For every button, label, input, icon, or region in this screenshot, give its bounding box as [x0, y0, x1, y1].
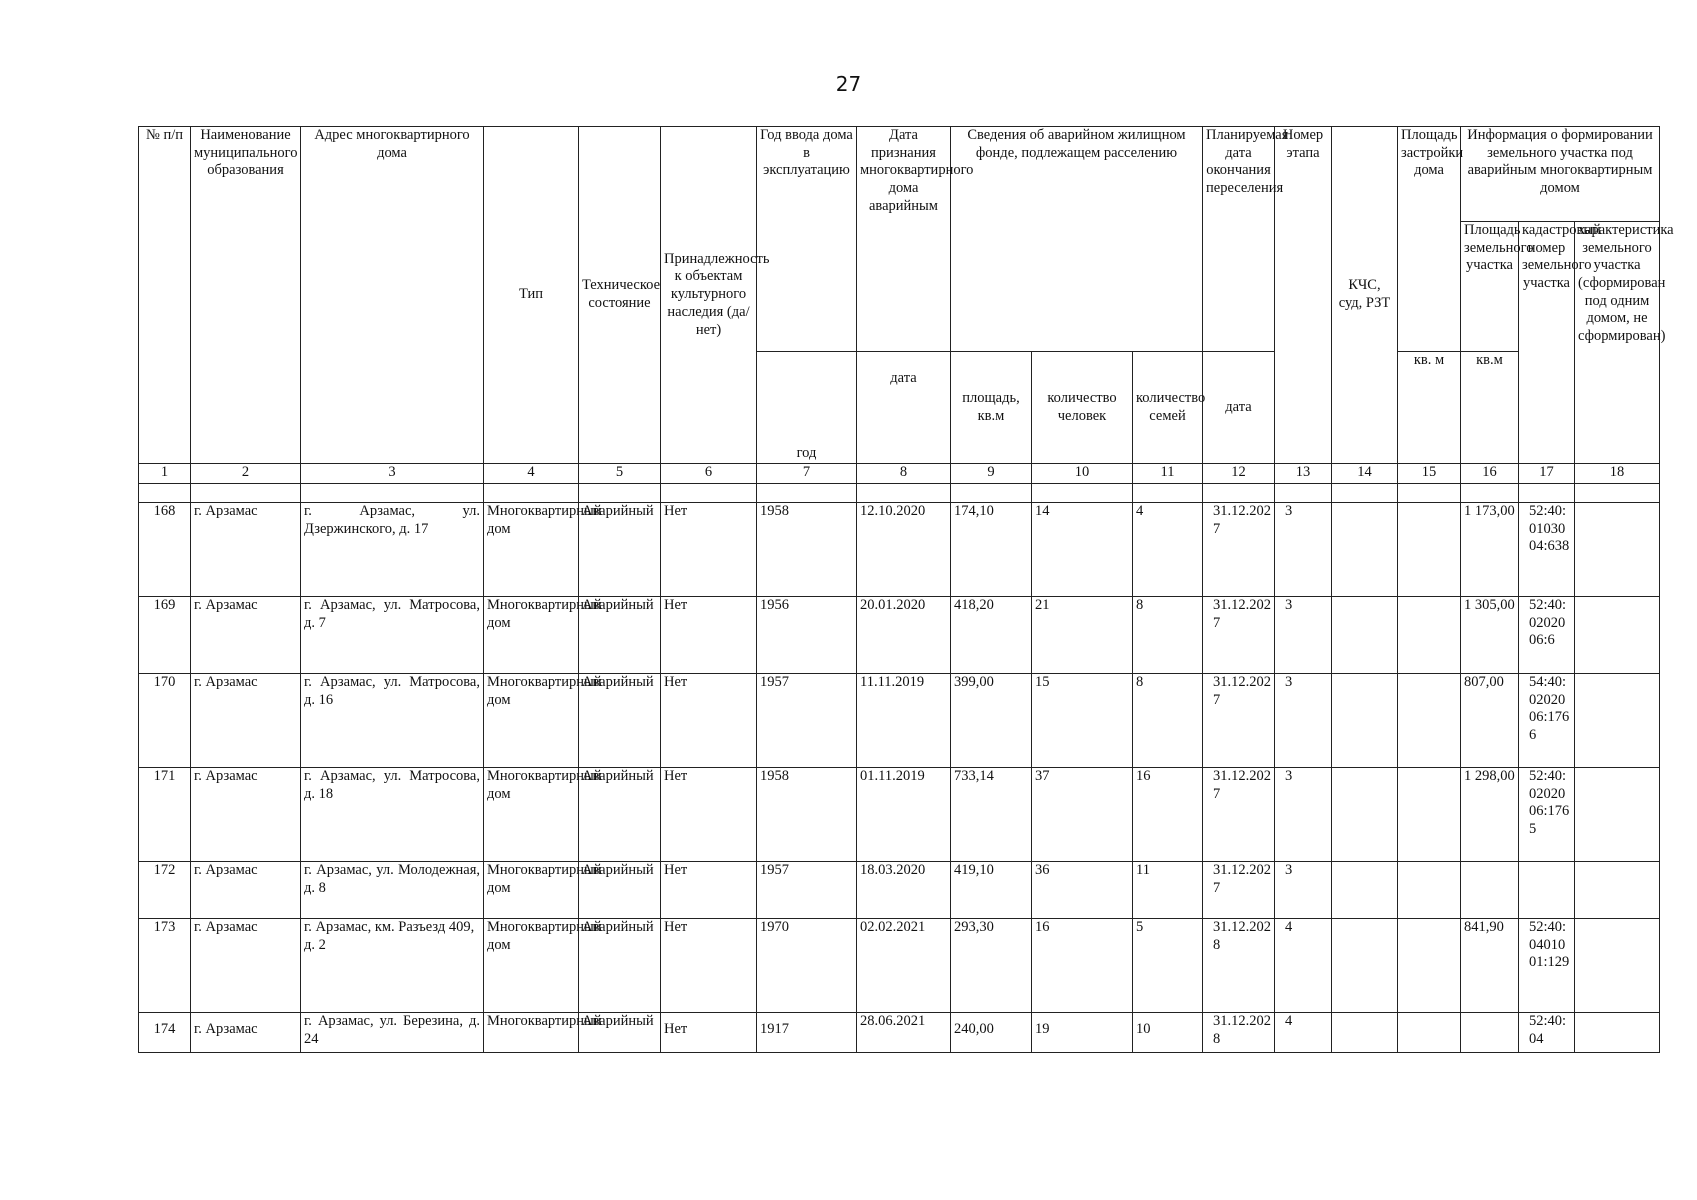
col-num: 16	[1461, 464, 1519, 484]
cell-year: 1956	[757, 597, 857, 674]
cell-municipality: г. Арзамас	[191, 674, 301, 768]
cell-build-area	[1398, 674, 1461, 768]
cell-year: 1958	[757, 503, 857, 597]
cell-year: 1957	[757, 674, 857, 768]
cell-tech-state: Аварийный	[579, 1013, 661, 1053]
table-row	[139, 674, 1660, 768]
col-num: 3	[301, 464, 484, 484]
cell-cadastral: 52:40:0103004:638	[1519, 503, 1575, 597]
cell-year: 1957	[757, 862, 857, 919]
header-emergency-group: Сведения об аварийном жилищном фонде, подлежащем расселению	[951, 127, 1203, 352]
header-area: площадь, кв.м	[951, 352, 1032, 464]
cell-planned-end: 31.12.2027	[1203, 768, 1275, 862]
cell-cadastral: 52:40:0202006:6	[1519, 597, 1575, 674]
cell-build-area	[1398, 768, 1461, 862]
cell-land-area: 1 173,00	[1461, 503, 1519, 597]
cell-heritage: Нет	[661, 768, 757, 862]
cell-families: 8	[1133, 674, 1203, 768]
cell-year: 1958	[757, 768, 857, 862]
col-num: 6	[661, 464, 757, 484]
header-type: Тип	[484, 127, 579, 464]
cell-area: 418,20	[951, 597, 1032, 674]
cell-address: г. Арзамас, ул. Матросова, д. 7	[301, 597, 484, 674]
cell-build-area	[1398, 919, 1461, 1013]
cell-type: Многоквартирный дом	[484, 919, 579, 1013]
cell-stage: 4	[1275, 1013, 1332, 1053]
col-num: 10	[1032, 464, 1133, 484]
cell-tech-state: Аварийный	[579, 768, 661, 862]
col-num: 1	[139, 464, 191, 484]
cell-land-area: 841,90	[1461, 919, 1519, 1013]
spacer-row	[139, 484, 1660, 503]
header-date-sub: дата	[857, 352, 951, 464]
header-year-sub: год	[757, 352, 857, 464]
cell-recognition-date: 28.06.2021	[857, 1013, 951, 1053]
cell-stage: 3	[1275, 674, 1332, 768]
header-stage: Номер этапа	[1275, 127, 1332, 464]
cell-address: г. Арзамас, км. Разъезд 409, д. 2	[301, 919, 484, 1013]
cell-planned-end: 31.12.2027	[1203, 862, 1275, 919]
cell-type: Многоквартирный дом	[484, 674, 579, 768]
cell-kchs	[1332, 503, 1398, 597]
cell-stage: 3	[1275, 862, 1332, 919]
cell-area: 733,14	[951, 768, 1032, 862]
cell-type: Многоквартирный	[484, 1013, 579, 1053]
col-num: 2	[191, 464, 301, 484]
cell-number: 172	[139, 862, 191, 919]
header-planned-end: Планируемая дата окончания переселения	[1203, 127, 1275, 352]
cell-land-char	[1575, 862, 1660, 919]
cell-cadastral: 54:40:0202006:1766	[1519, 674, 1575, 768]
cell-tech-state: Аварийный	[579, 674, 661, 768]
cell-area: 399,00	[951, 674, 1032, 768]
cell-kchs	[1332, 768, 1398, 862]
cell-number: 169	[139, 597, 191, 674]
cell-planned-end: 31.12.2027	[1203, 503, 1275, 597]
cell-number: 173	[139, 919, 191, 1013]
col-num: 9	[951, 464, 1032, 484]
cell-heritage: Нет	[661, 1013, 757, 1053]
cell-recognition-date: 12.10.2020	[857, 503, 951, 597]
header-recognition-date: Дата признания многоквартирного дома аварийным	[857, 127, 951, 352]
col-num: 18	[1575, 464, 1660, 484]
header-land-char: характеристика земельного участка (сформирован под одним домом, не сформирован)	[1575, 222, 1660, 464]
cell-land-area	[1461, 862, 1519, 919]
cell-cadastral: 52:40:04	[1519, 1013, 1575, 1053]
cell-recognition-date: 01.11.2019	[857, 768, 951, 862]
table-row	[139, 1013, 1660, 1053]
cell-type: Многоквартирный дом	[484, 597, 579, 674]
cell-address: г. Арзамас, ул. Матросова, д. 16	[301, 674, 484, 768]
cell-kchs	[1332, 1013, 1398, 1053]
cell-families: 5	[1133, 919, 1203, 1013]
header-land-group: Информация о формировании земельного участка под аварийным многоквартирным домом	[1461, 127, 1660, 222]
cell-recognition-date: 02.02.2021	[857, 919, 951, 1013]
col-num: 8	[857, 464, 951, 484]
table-row	[139, 503, 1660, 597]
cell-municipality: г. Арзамас	[191, 768, 301, 862]
header-build-area: Площадь застройки дома	[1398, 127, 1461, 352]
header-municipality: Наименование муниципального образования	[191, 127, 301, 464]
col-num: 5	[579, 464, 661, 484]
cell-land-char	[1575, 597, 1660, 674]
cell-cadastral	[1519, 862, 1575, 919]
cell-address: г. Арзамас, ул. Матросова, д. 18	[301, 768, 484, 862]
emergency-housing-table	[138, 126, 1674, 1053]
cell-heritage: Нет	[661, 919, 757, 1013]
cell-planned-end: 31.12.2028	[1203, 1013, 1275, 1053]
cell-families: 16	[1133, 768, 1203, 862]
cell-build-area	[1398, 503, 1461, 597]
cell-type: Многоквартирный дом	[484, 768, 579, 862]
cell-build-area	[1398, 597, 1461, 674]
cell-number: 168	[139, 503, 191, 597]
cell-families: 8	[1133, 597, 1203, 674]
cell-land-area	[1461, 1013, 1519, 1053]
header-address: Адрес многоквартирного дома	[301, 127, 484, 464]
cell-tech-state: Аварийный	[579, 503, 661, 597]
cell-municipality: г. Арзамас	[191, 503, 301, 597]
cell-land-char	[1575, 919, 1660, 1013]
cell-type: Многоквартирный дом	[484, 503, 579, 597]
cell-municipality: г. Арзамас	[191, 597, 301, 674]
header-end-sub: дата	[1203, 352, 1275, 464]
cell-land-area: 1 305,00	[1461, 597, 1519, 674]
cell-heritage: Нет	[661, 674, 757, 768]
cell-heritage: Нет	[661, 862, 757, 919]
header-people: количество человек	[1032, 352, 1133, 464]
cell-planned-end: 31.12.2027	[1203, 597, 1275, 674]
cell-families: 10	[1133, 1013, 1203, 1053]
cell-area: 293,30	[951, 919, 1032, 1013]
cell-people: 36	[1032, 862, 1133, 919]
col-num: 4	[484, 464, 579, 484]
cell-area: 174,10	[951, 503, 1032, 597]
col-num: 13	[1275, 464, 1332, 484]
header-number: № п/п	[139, 127, 191, 464]
header-tech-state: Техническое состояние	[579, 127, 661, 464]
column-numbers-row	[139, 464, 1660, 484]
table-row	[139, 768, 1660, 862]
cell-stage: 3	[1275, 503, 1332, 597]
cell-recognition-date: 20.01.2020	[857, 597, 951, 674]
col-num: 15	[1398, 464, 1461, 484]
cell-area: 240,00	[951, 1013, 1032, 1053]
col-num: 14	[1332, 464, 1398, 484]
cell-people: 16	[1032, 919, 1133, 1013]
cell-land-char	[1575, 674, 1660, 768]
header-families: количество семей	[1133, 352, 1203, 464]
cell-cadastral: 52:40:0401001:129	[1519, 919, 1575, 1013]
header-year: Год ввода дома в эксплуатацию	[757, 127, 857, 352]
cell-address: г. Арзамас, ул. Дзержинского, д. 17	[301, 503, 484, 597]
cell-municipality: г. Арзамас	[191, 862, 301, 919]
cell-heritage: Нет	[661, 503, 757, 597]
cell-tech-state: Аварийный	[579, 597, 661, 674]
cell-recognition-date: 11.11.2019	[857, 674, 951, 768]
cell-planned-end: 31.12.2027	[1203, 674, 1275, 768]
cell-people: 37	[1032, 768, 1133, 862]
table-row	[139, 862, 1660, 919]
cell-planned-end: 31.12.2028	[1203, 919, 1275, 1013]
cell-build-area	[1398, 862, 1461, 919]
col-num: 7	[757, 464, 857, 484]
cell-stage: 4	[1275, 919, 1332, 1013]
cell-year: 1917	[757, 1013, 857, 1053]
col-num: 17	[1519, 464, 1575, 484]
cell-families: 4	[1133, 503, 1203, 597]
cell-land-char	[1575, 1013, 1660, 1053]
cell-address: г. Арзамас, ул. Березина, д. 24	[301, 1013, 484, 1053]
cell-people: 21	[1032, 597, 1133, 674]
cell-stage: 3	[1275, 597, 1332, 674]
cell-heritage: Нет	[661, 597, 757, 674]
cell-kchs	[1332, 674, 1398, 768]
cell-cadastral: 52:40:0202006:1765	[1519, 768, 1575, 862]
header-heritage: Принадлежность к объектам культурного наследия (да/нет)	[661, 127, 757, 464]
cell-year: 1970	[757, 919, 857, 1013]
cell-stage: 3	[1275, 768, 1332, 862]
table-row	[139, 919, 1660, 1013]
cell-area: 419,10	[951, 862, 1032, 919]
header-kchs: КЧС, суд, РЗТ	[1332, 127, 1398, 464]
cell-tech-state: Аварийный	[579, 919, 661, 1013]
cell-people: 15	[1032, 674, 1133, 768]
header-build-area-sub: кв. м	[1398, 352, 1461, 464]
cell-land-char	[1575, 503, 1660, 597]
cell-people: 19	[1032, 1013, 1133, 1053]
cell-recognition-date: 18.03.2020	[857, 862, 951, 919]
cell-municipality: г. Арзамас	[191, 1013, 301, 1053]
cell-kchs	[1332, 597, 1398, 674]
cell-kchs	[1332, 919, 1398, 1013]
cell-number: 171	[139, 768, 191, 862]
cell-number: 174	[139, 1013, 191, 1053]
cell-families: 11	[1133, 862, 1203, 919]
header-cadastral: кадастровый номер земельного участка	[1519, 222, 1575, 464]
cell-land-area: 1 298,00	[1461, 768, 1519, 862]
cell-type: Многоквартирный дом	[484, 862, 579, 919]
header-land-area-sub: кв.м	[1461, 352, 1519, 464]
page-number: 27	[835, 72, 862, 96]
cell-land-area: 807,00	[1461, 674, 1519, 768]
header-land-area: Площадь земельного участка	[1461, 222, 1519, 352]
cell-number: 170	[139, 674, 191, 768]
cell-tech-state: Аварийный	[579, 862, 661, 919]
cell-land-char	[1575, 768, 1660, 862]
cell-build-area	[1398, 1013, 1461, 1053]
col-num: 11	[1133, 464, 1203, 484]
cell-municipality: г. Арзамас	[191, 919, 301, 1013]
col-num: 12	[1203, 464, 1275, 484]
cell-kchs	[1332, 862, 1398, 919]
table-row	[139, 597, 1660, 674]
cell-address: г. Арзамас, ул. Молодежная, д. 8	[301, 862, 484, 919]
cell-people: 14	[1032, 503, 1133, 597]
